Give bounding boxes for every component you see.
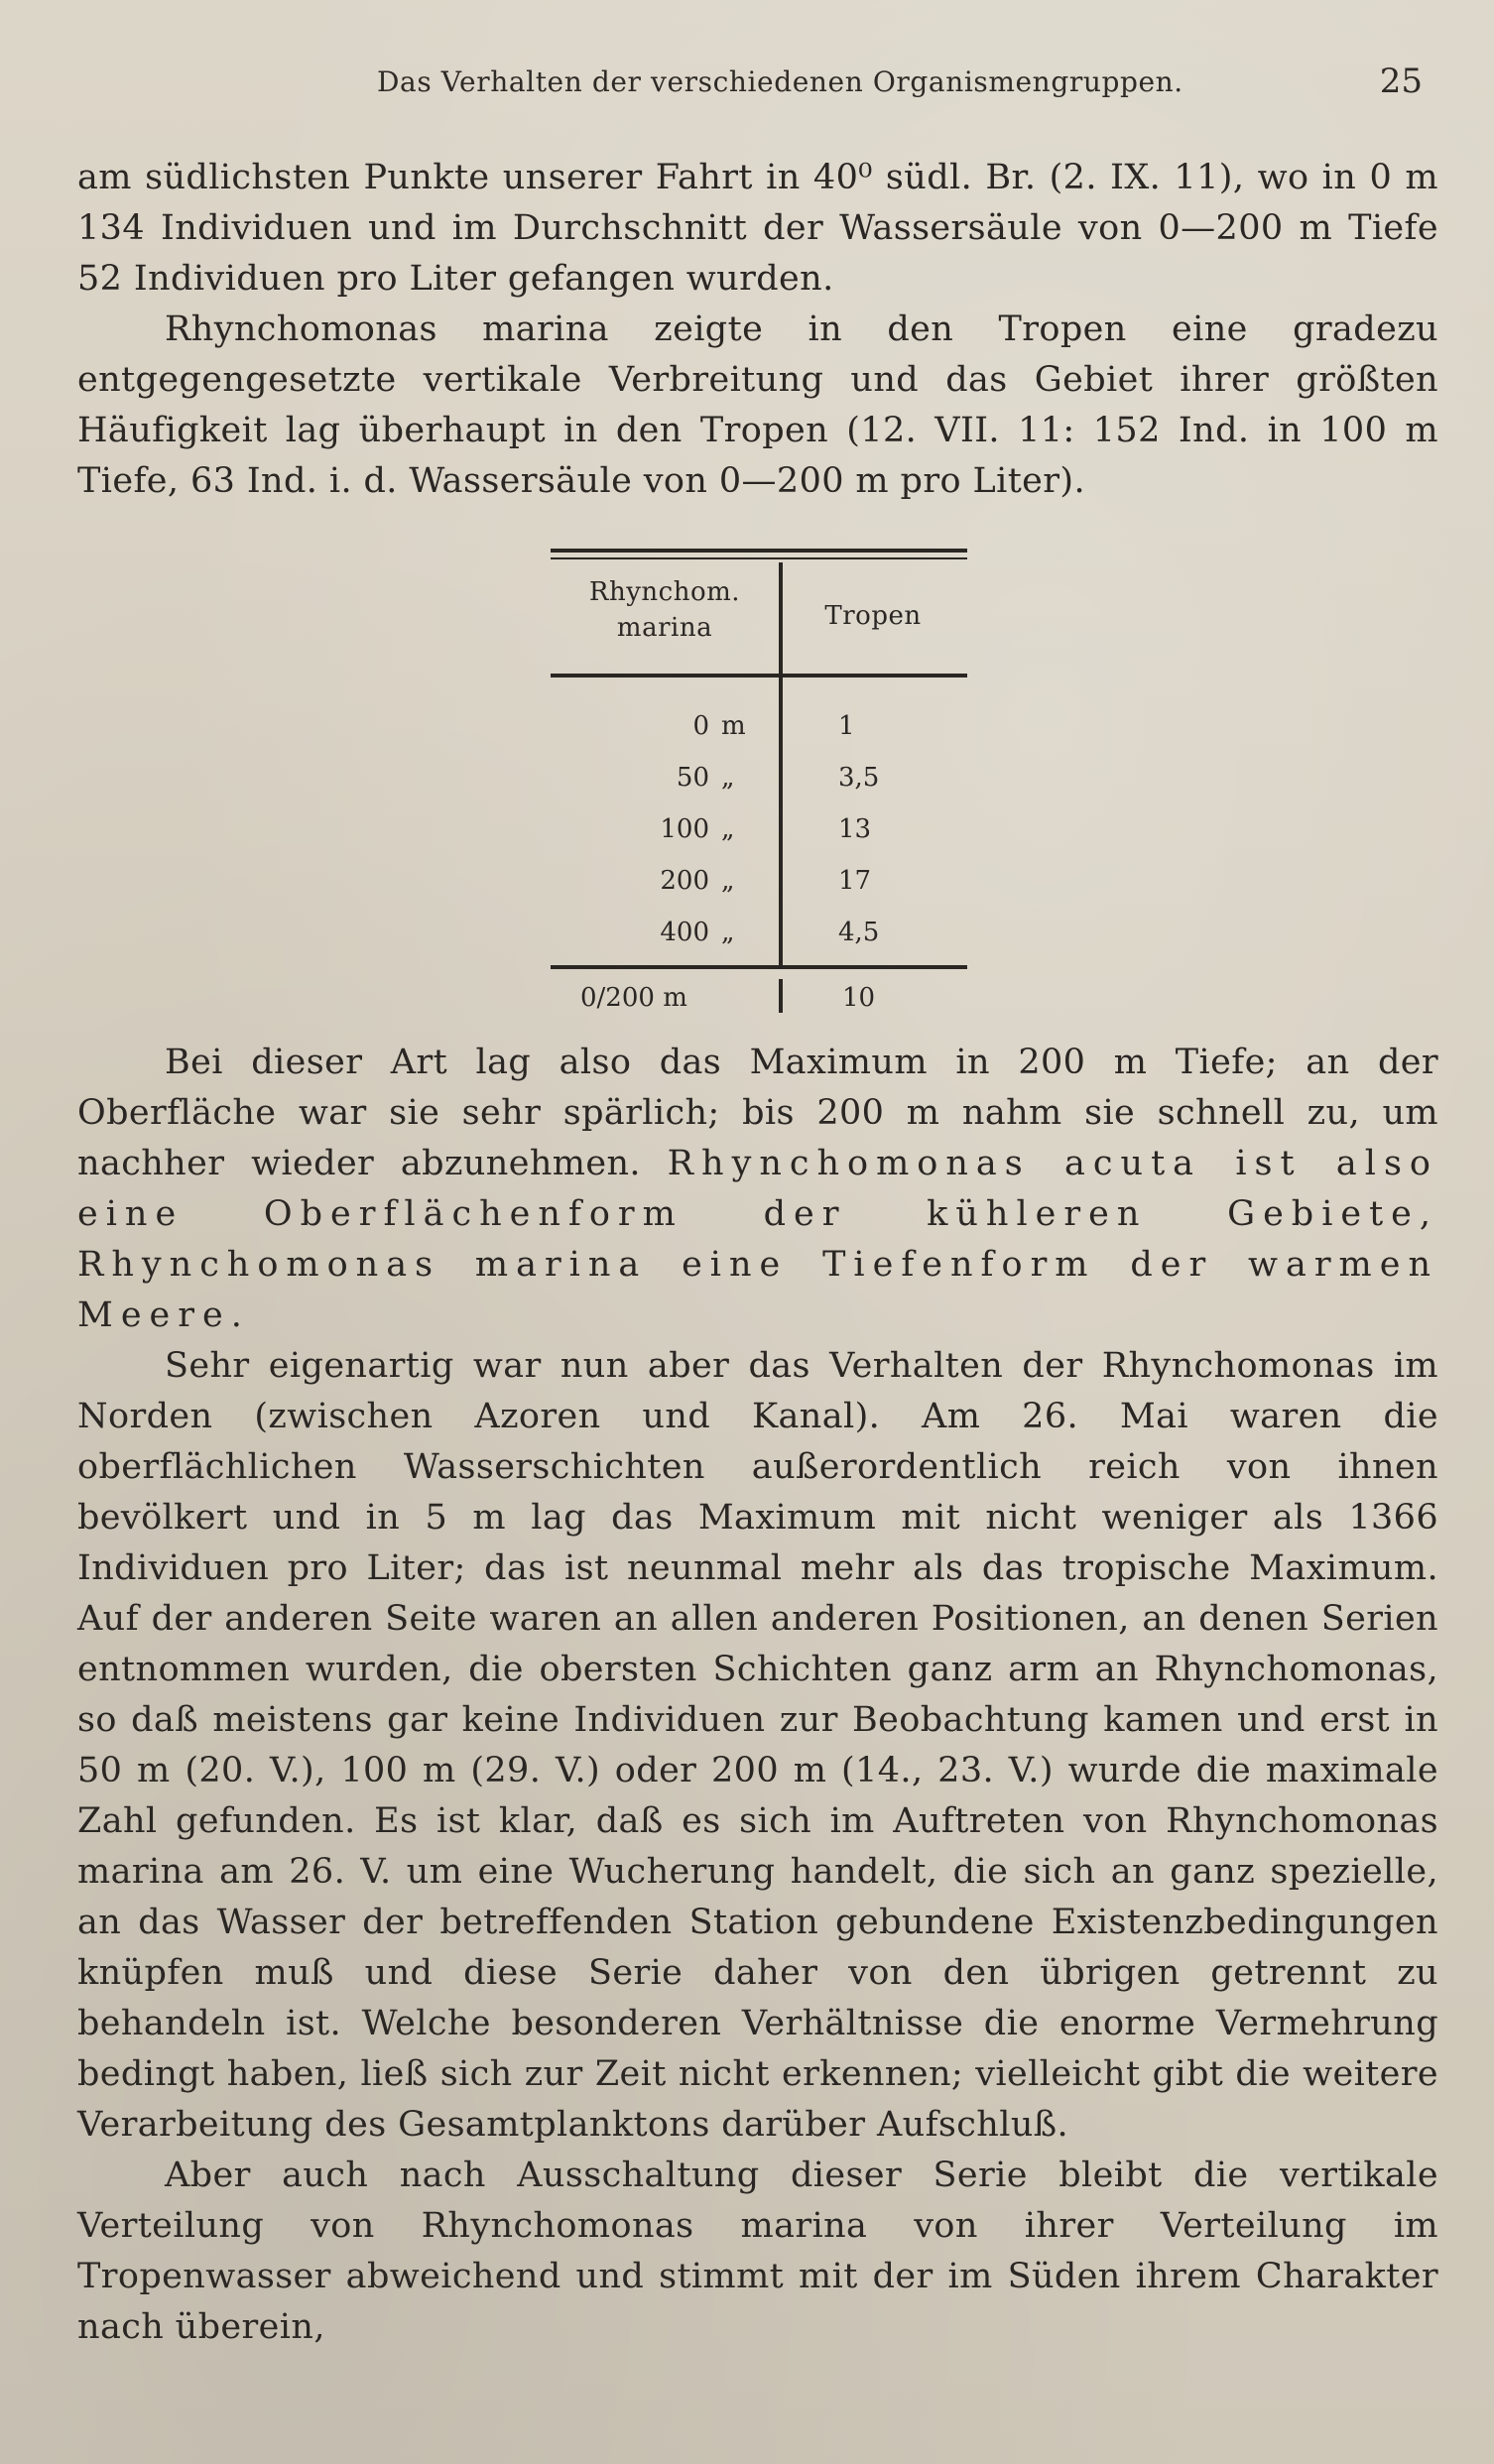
table-header-species: Rhynchom. marina [588,577,741,643]
row-unit: „ [721,866,735,896]
row-value: 17 [838,866,872,896]
row-unit: „ [721,814,735,844]
table-top-rule [551,549,967,553]
row-depth: 400 [660,918,709,947]
table-row [551,866,967,906]
row-depth: 100 [660,814,709,844]
table-row [551,814,967,854]
spaced-emphasis-text: Rhynchomonas acuta ist also eine Oberflächenform der kühleren Gebiete, Rhynchomonas marina eine Tiefenform der warmen Meere. [77,1144,1438,1335]
running-head: Das Verhalten der verschiedenen Organismengruppen. [377,65,1183,98]
top-text-block [77,153,1438,507]
row-value: 4,5 [838,918,880,947]
table-header-tropen: Tropen [824,601,922,631]
conclusion-text: Bei dieser Art lag also das Maximum in 200 m Tiefe; an der Oberfläche war sie sehr spärlich; bis 200 m nahm sie schnell zu, um nachher wieder abzunehmen. [77,1043,1438,1183]
page-number: 25 [1379,62,1423,101]
row-depth: 50 [676,763,709,793]
paragraph-conclusion [77,1038,1438,1341]
table-row [551,763,967,802]
table-bottom-rule [551,965,967,969]
row-value: 1 [838,711,855,741]
paragraph-continuation: am südlichsten Punkte unserer Fahrt in 40⁰ südl. Br. (2. IX. 11), wo in 0 m 134 Individuen und im Durchschnitt der Wassersäule von 0—200 m Tiefe 52 Individuen pro Liter gefangen wurden. [77,158,1438,299]
table-header-rule [551,674,967,678]
row-value: 13 [838,814,872,844]
bottom-text-block [77,1038,1438,2353]
table-footer-label: 0/200 m [580,983,687,1013]
row-unit: „ [721,763,735,793]
paragraph-vertical-distribution: Aber auch nach Ausschaltung dieser Serie bleibt die vertikale Verteilung von Rhynchomonas marina von ihrer Verteilung im Tropenwasser abweichend und stimmt mit der im Süden ihrem Charakter nach überein, [77,2156,1438,2347]
row-unit: m [721,711,746,741]
page-header [377,62,1434,115]
table-top-rule-thin [551,557,967,559]
table-footer-value: 10 [842,983,876,1013]
row-depth: 200 [660,866,709,896]
table-header-divider [779,562,783,674]
row-value: 3,5 [838,763,880,793]
table-row [551,711,967,751]
paragraph-rhynchomonas-marina: Rhynchomonas marina zeigte in den Tropen eine gradezu entgegengesetzte vertikale Verbreitung und das Gebiet ihrer größten Häufigkeit lag überhaupt in den Tropen (12. VII. 11: 152 Ind. in 100 m Tiefe, 63 Ind. i. d. Wassersäule von 0—200 m pro Liter). [77,309,1438,501]
depth-distribution-table [551,549,967,1025]
row-depth: 0 [692,711,709,741]
row-unit: „ [721,918,735,947]
table-row [551,918,967,957]
table-footer-divider [779,979,783,1013]
paragraph-north-behaviour: Sehr eigenartig war nun aber das Verhalten der Rhynchomonas im Norden (zwischen Azoren und Kanal). Am 26. Mai waren die oberflächlichen Wasserschichten außerordentlich reich von ihnen bevölkert und in 5 m lag das Maximum mit nicht weniger als 1366 Individuen pro Liter; das ist neunmal mehr als das tropische Maximum. Auf der anderen Seite waren an allen anderen Positionen, an denen Serien entnommen wurden, die obersten Schichten ganz arm an Rhynchomonas, so daß meistens gar keine Individuen zur Beobachtung kamen und erst in 50 m (20. V.), 100 m (29. V.) oder 200 m (14., 23. V.) wurde die maximale Zahl gefunden. Es ist klar, daß es sich im Auftreten von Rhynchomonas marina am 26. V. um eine Wucherung handelt, die sich an ganz spezielle, an das Wasser der betreffenden Station gebundene Existenzbedingungen knüpfen muß und diese Serie daher von den übrigen getrennt zu behandeln ist. Welche besonderen Verhältnisse die enorme Vermehrung bedingt haben, ließ sich zur Zeit nicht erkennen; vielleicht gibt die weitere Verarbeitung des Gesamtplanktons darüber Aufschluß. [77,1346,1438,2145]
